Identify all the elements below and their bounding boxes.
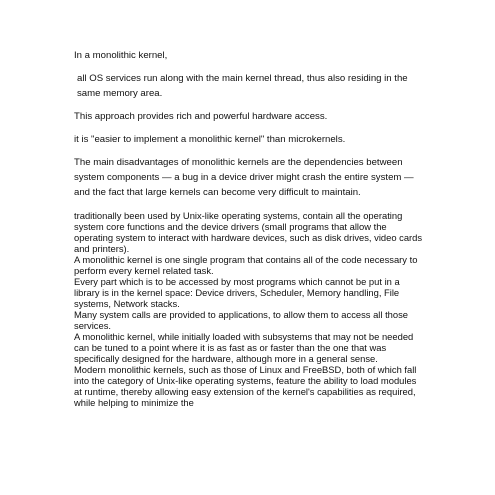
paragraph-system-calls: Many system calls are provided to applications, to allow them to access all those services. [74, 309, 409, 331]
paragraph-easier: it is "easier to implement a monolithic kernel" than microkernels. [74, 134, 346, 145]
paragraph-hardware-access: This approach provides rich and powerful hardware access. [74, 111, 328, 122]
paragraph-disadvantages: The main disadvantages of monolithic kernels are the dependencies between system components — a bug in a device driver might crash the entire system — and the fact that large kernels can become very difficult to maintain. [74, 157, 414, 198]
document-page [74, 48, 424, 408]
paragraph-unix-like: traditionally been used by Unix-like operating systems, contain all the operating system core functions and the device drivers (small programs that allow the operating system to interact with hardware devices, such as disk drives, video cards and printers). [74, 210, 423, 254]
paragraph-kernel-space: Every part which is to be accessed by most programs which cannot be put in a library is in the kernel space: Device drivers, Scheduler, Memory handling, File systems, Network stacks. [74, 276, 400, 309]
paragraph-services: all OS services run along with the main kernel thread, thus also residing in the same memory area. [77, 73, 408, 99]
paragraph-modern-kernels: Modern monolithic kernels, such as those of Linux and FreeBSD, both of which fall into the category of Unix-like operating systems, feature the ability to load modules at runtime, thereby allowing easy extension of the kernel's capabilities as required, while helping to minimize the [74, 364, 417, 408]
paragraph-tuning: A monolithic kernel, while initially loaded with subsystems that may not be needed can be tuned to a point where it is as fast as or faster than the one that was specifically designed for the hardware, although more in a general sense. [74, 331, 414, 364]
paragraph-intro: In a monolithic kernel, [74, 50, 168, 61]
paragraph-single-program: A monolithic kernel is one single program that contains all of the code necessary to perform every kernel related task. [74, 254, 418, 276]
lower-section [74, 210, 424, 408]
upper-section [74, 48, 424, 200]
